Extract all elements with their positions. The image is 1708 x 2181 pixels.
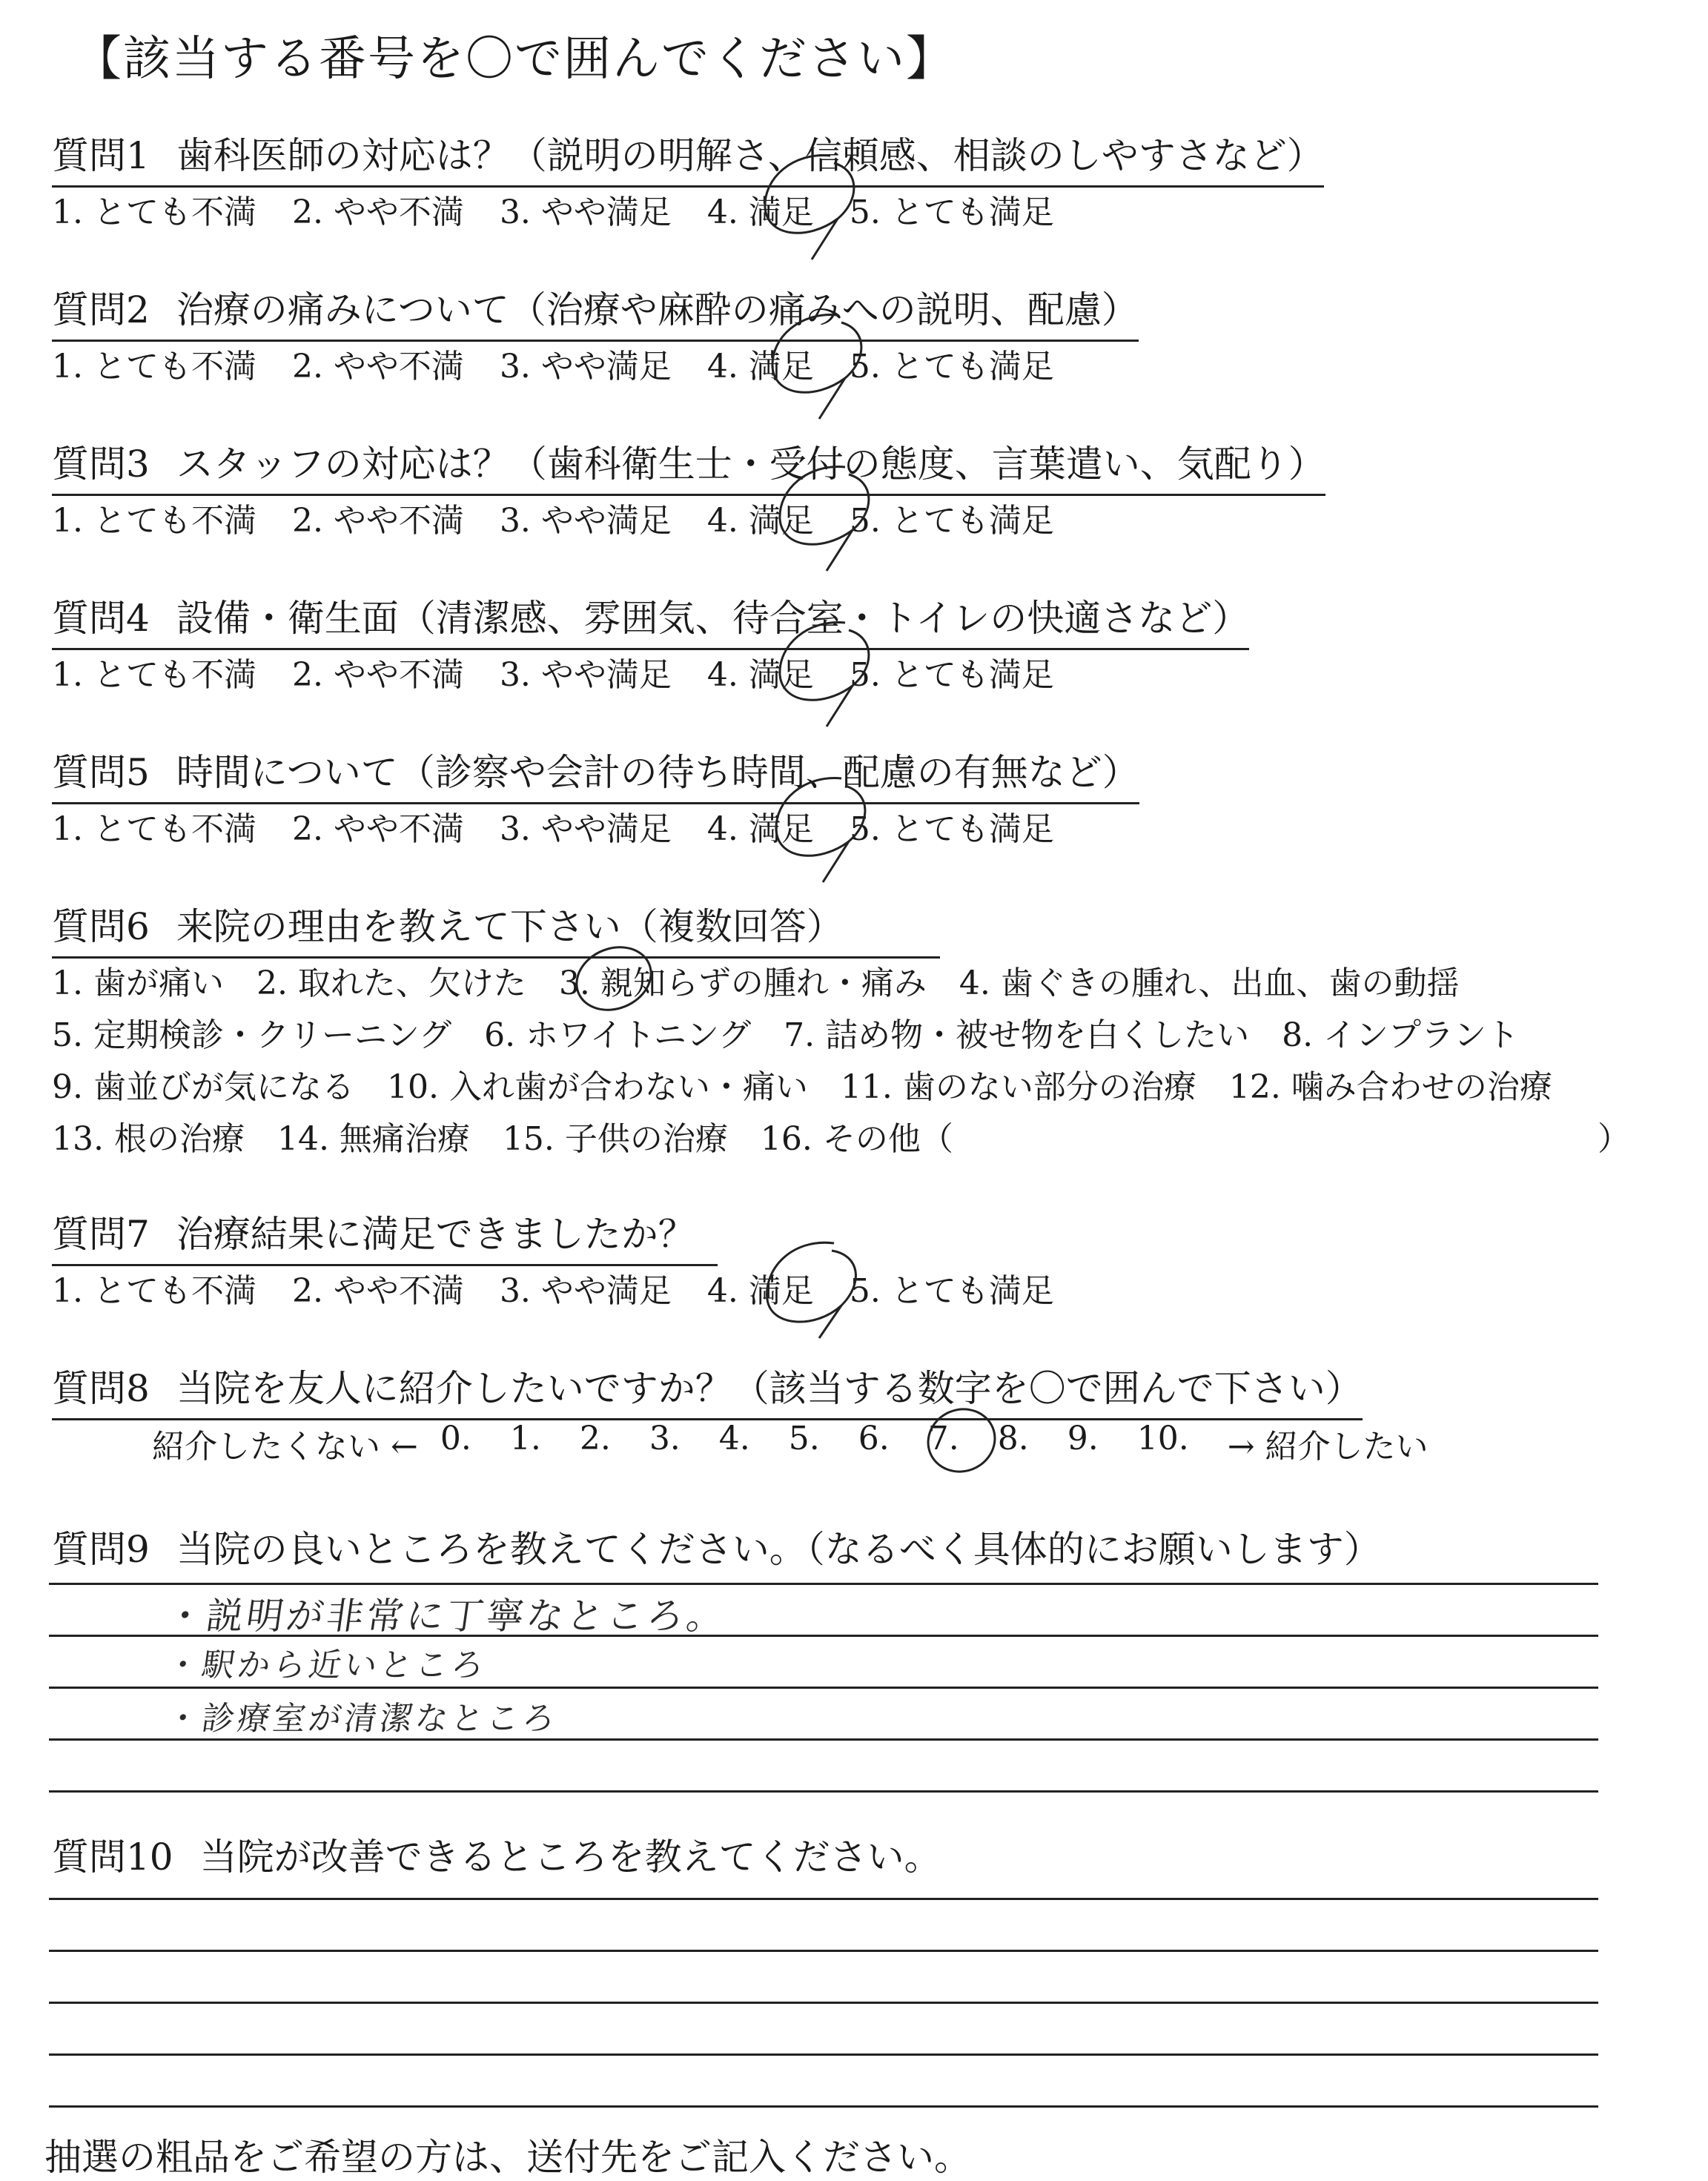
question-9 <box>52 1520 1381 1579</box>
reason-option-13[interactable]: 13. 根の治療 <box>52 1120 245 1158</box>
question-text: 設備・衛生面（清潔感、雰囲気、待合室・トイレの快適さなど） <box>176 597 1250 640</box>
answer-line <box>49 1790 1598 1793</box>
option-1[interactable]: 1. とても不満 <box>52 656 256 694</box>
question-number: 質問8 <box>52 1367 150 1410</box>
question-10 <box>52 1827 941 1887</box>
option-5[interactable]: 5. とても満足 <box>849 348 1054 385</box>
question-text: 当院が改善できるところを教えてください。 <box>199 1836 941 1879</box>
page-title: 【該当する番号を〇で囲んでください】 <box>74 32 955 87</box>
answer-line <box>49 1687 1598 1689</box>
option-1[interactable]: 1. とても不満 <box>52 348 256 385</box>
reason-options-row-1 <box>52 956 1492 1004</box>
reason-option-15[interactable]: 15. 子供の治療 <box>502 1120 728 1158</box>
scale-2[interactable]: 2. <box>579 1420 611 1457</box>
option-4[interactable]: 4. 満足 <box>706 193 814 231</box>
scale-5[interactable]: 5. <box>788 1420 820 1457</box>
option-1[interactable]: 1. とても不満 <box>52 193 256 231</box>
scale-right-label: → 紹介したい <box>1227 1428 1429 1466</box>
answer-line <box>49 2002 1598 2004</box>
reason-options-row-3 <box>52 1060 1585 1108</box>
reason-option-4[interactable]: 4. 歯ぐきの腫れ、出血、歯の動揺 <box>959 964 1460 1002</box>
recommend-scale <box>152 1420 1429 1467</box>
footer-note: 抽選の粗品をご希望の方は、送付先をご記入ください。 <box>44 2136 971 2179</box>
option-3[interactable]: 3. やや満足 <box>499 656 672 694</box>
reason-option-10[interactable]: 10. 入れ歯が合わない・痛い <box>386 1068 808 1106</box>
hand-circle-mark <box>749 1234 890 1353</box>
question-number: 質問6 <box>52 905 150 948</box>
handwritten-answer-3: ・診療室が清潔なところ <box>163 1700 560 1738</box>
scale-9[interactable]: 9. <box>1067 1420 1099 1457</box>
option-5[interactable]: 5. とても満足 <box>849 810 1054 848</box>
scale-left-label: 紹介したくない ← <box>152 1428 418 1466</box>
option-3[interactable]: 3. やや満足 <box>499 348 672 385</box>
option-4[interactable]: 4. 満足 <box>706 348 814 385</box>
option-3[interactable]: 3. やや満足 <box>499 810 672 848</box>
reason-option-11[interactable]: 11. 歯のない部分の治療 <box>840 1068 1196 1106</box>
reason-option-7[interactable]: 7. 詰め物・被せ物を白くしたい <box>784 1016 1250 1054</box>
question-8 <box>52 1359 1363 1420</box>
answer-line <box>49 1898 1598 1900</box>
option-3[interactable]: 3. やや満足 <box>499 502 672 540</box>
answer-line <box>49 1583 1598 1585</box>
answer-line <box>49 2053 1598 2056</box>
scale-7[interactable]: 7. <box>927 1420 959 1457</box>
question-number: 質問2 <box>52 288 150 331</box>
scale-3[interactable]: 3. <box>649 1420 681 1457</box>
question-7 <box>52 1205 718 1266</box>
reason-option-2[interactable]: 2. 取れた、欠けた <box>256 964 526 1002</box>
hand-circle-mark <box>756 308 897 426</box>
option-4[interactable]: 4. 満足 <box>706 1272 814 1310</box>
hand-circle-mark <box>764 460 904 578</box>
hand-circle-mark <box>760 771 901 890</box>
option-5[interactable]: 5. とても満足 <box>849 656 1054 694</box>
scale-1[interactable]: 1. <box>509 1420 541 1457</box>
question-text: 治療結果に満足できましたか？ <box>176 1213 695 1256</box>
reason-options-row-2 <box>52 1008 1552 1056</box>
rating-options-q3 <box>52 494 1090 541</box>
rating-options-q4 <box>52 648 1090 695</box>
question-number: 質問1 <box>52 134 150 177</box>
option-5[interactable]: 5. とても満足 <box>849 193 1054 231</box>
reason-option-16[interactable]: 16. その他（ <box>760 1120 953 1158</box>
option-2[interactable]: 2. やや不満 <box>291 1272 464 1310</box>
scale-0[interactable]: 0. <box>440 1420 471 1457</box>
handwritten-answer-1: ・説明が非常に丁寧なところ。 <box>163 1595 730 1638</box>
rating-options-q5 <box>52 802 1090 850</box>
hand-circle-mark <box>749 148 890 267</box>
question-1 <box>52 126 1324 188</box>
scale-4[interactable]: 4. <box>718 1420 750 1457</box>
option-4[interactable]: 4. 満足 <box>706 502 814 540</box>
reason-option-9[interactable]: 9. 歯並びが気になる <box>52 1068 354 1106</box>
hand-circle-mark <box>764 615 904 734</box>
option-1[interactable]: 1. とても不満 <box>52 1272 256 1310</box>
option-3[interactable]: 3. やや満足 <box>499 193 672 231</box>
scale-6[interactable]: 6. <box>858 1420 890 1457</box>
reason-option-14[interactable]: 14. 無痛治療 <box>277 1120 470 1158</box>
question-text: 治療の痛みについて（治療や麻酔の痛みへの説明、配慮） <box>176 288 1139 331</box>
option-1[interactable]: 1. とても不満 <box>52 810 256 848</box>
option-2[interactable]: 2. やや不満 <box>291 656 464 694</box>
rating-options-q7 <box>52 1264 1090 1311</box>
reason-option-1[interactable]: 1. 歯が痛い <box>52 964 224 1002</box>
option-5[interactable]: 5. とても満足 <box>849 1272 1054 1310</box>
option-2[interactable]: 2. やや不満 <box>291 502 464 540</box>
other-close-paren: ） <box>1598 1120 1630 1158</box>
question-2 <box>52 280 1139 342</box>
option-4[interactable]: 4. 満足 <box>706 656 814 694</box>
reason-option-8[interactable]: 8. インプラント <box>1282 1016 1520 1054</box>
scale-8[interactable]: 8. <box>997 1420 1029 1457</box>
reason-option-12[interactable]: 12. 噛み合わせの治療 <box>1228 1068 1552 1106</box>
question-3 <box>52 434 1325 496</box>
option-2[interactable]: 2. やや不満 <box>291 810 464 848</box>
question-number: 質問7 <box>52 1213 150 1256</box>
question-text: 歯科医師の対応は？（説明の明解さ、信頼感、相談のしやすさなど） <box>176 134 1324 177</box>
reason-option-5[interactable]: 5. 定期検診・クリーニング <box>52 1016 452 1054</box>
option-2[interactable]: 2. やや不満 <box>291 348 464 385</box>
question-number: 質問4 <box>52 597 150 640</box>
reason-options-row-4 <box>52 1112 986 1159</box>
question-number: 質問3 <box>52 443 150 486</box>
question-text: 来院の理由を教えて下さい（複数回答） <box>176 905 844 948</box>
reason-option-3[interactable]: 3. 親知らずの腫れ・痛み <box>558 964 927 1002</box>
reason-option-6[interactable]: 6. ホワイトニング <box>484 1016 752 1054</box>
question-text: 当院の良いところを教えてください。（なるべく具体的にお願いします） <box>176 1528 1381 1571</box>
question-number: 質問5 <box>52 751 150 794</box>
question-4 <box>52 589 1249 650</box>
answer-line <box>49 2105 1598 2108</box>
rating-options-q1 <box>52 185 1090 233</box>
question-text: 時間について（診察や会計の待ち時間、配慮の有無など） <box>176 751 1139 794</box>
scale-10[interactable]: 10. <box>1136 1420 1189 1457</box>
option-4[interactable]: 4. 満足 <box>706 810 814 848</box>
option-2[interactable]: 2. やや不満 <box>291 193 464 231</box>
question-number: 質問10 <box>52 1836 173 1879</box>
question-text: スタッフの対応は？（歯科衛生士・受付の態度、言葉遣い、気配り） <box>176 443 1325 486</box>
handwritten-answer-2: ・駅から近いところ <box>163 1646 489 1684</box>
option-3[interactable]: 3. やや満足 <box>499 1272 672 1310</box>
question-number: 質問9 <box>52 1528 150 1571</box>
option-5[interactable]: 5. とても満足 <box>849 502 1054 540</box>
question-6 <box>52 897 940 959</box>
rating-options-q2 <box>52 340 1090 387</box>
option-1[interactable]: 1. とても不満 <box>52 502 256 540</box>
question-5 <box>52 743 1139 804</box>
question-text: 当院を友人に紹介したいですか？（該当する数字を〇で囲んで下さい） <box>176 1367 1363 1410</box>
answer-line <box>49 1950 1598 1952</box>
